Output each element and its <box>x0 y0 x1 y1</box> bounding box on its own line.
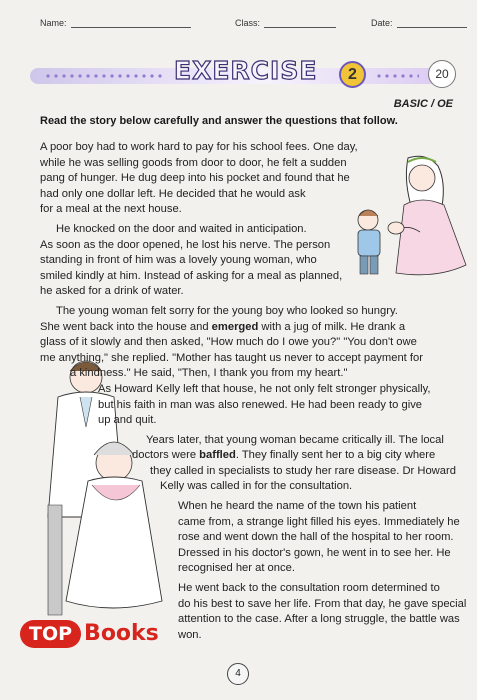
story-line: He knocked on the door and waited in anticipation. <box>56 222 307 235</box>
topbooks-logo <box>20 620 159 648</box>
story-line: but his faith in man was also renewed. He had been ready to give <box>98 398 423 411</box>
story-line: had only one dollar left. He decided that he would ask <box>40 187 306 200</box>
story-line: She went back into the house and emerged with a jug of milk. He drank a <box>40 320 406 333</box>
page-number: 4 <box>227 663 249 685</box>
date-line <box>397 18 467 28</box>
exercise-title: EXERCISE <box>174 56 318 85</box>
class-line <box>264 18 336 28</box>
story-line: me anything," she replied. "Mother has taught us never to accept payment for <box>40 351 423 364</box>
story-line: recognised her at once. <box>178 562 295 575</box>
story-line: Kelly was called in for the consultation. <box>160 480 353 493</box>
logo-books: Books <box>84 621 159 646</box>
story-line: he asked for a drink of water. <box>40 285 184 298</box>
story-line: The young woman felt sorry for the young boy who looked so hungry. <box>56 304 398 317</box>
story-line: do his best to save her life. From that day, he gave special <box>178 597 467 610</box>
difficulty-level: BASIC / OE <box>393 98 453 110</box>
exercise-number-badge: 2 <box>339 61 366 88</box>
banner-dots-right <box>375 72 419 80</box>
story-line: a kindness." He said, "Then, I thank you from my heart." <box>70 367 348 380</box>
logo-top: TOP <box>20 620 81 648</box>
story-line: standing in front of him was a lovely young woman, who <box>40 254 317 267</box>
story-line: while he was selling goods from door to door, he felt a sudden <box>40 156 347 169</box>
story-line: When he heard the name of the town his patient <box>178 500 417 513</box>
exercise-banner <box>30 52 454 96</box>
story-line: smiled kindly at him. Instead of asking for a meal as planned, <box>40 269 343 282</box>
story-line: He went back to the consultation room determined to <box>178 582 440 595</box>
class-label: Class: <box>235 18 261 28</box>
date-field <box>371 18 467 28</box>
story-passage <box>40 140 472 643</box>
name-field <box>40 18 191 28</box>
story-line: rose and went down the hall of the hospital to her room. <box>178 531 454 544</box>
question-count-circle: 20 <box>428 60 456 88</box>
name-line <box>71 18 191 28</box>
date-label: Date: <box>371 18 393 28</box>
story-line: up and quit. <box>98 414 157 427</box>
story-line: for a meal at the next house. <box>40 203 182 216</box>
story-line: As soon as the door opened, he lost his nerve. The person <box>40 238 331 251</box>
story-line: they called in specialists to study her rare disease. Dr Howard <box>150 464 456 477</box>
banner-dots-left <box>44 72 162 80</box>
story-line: As Howard Kelly left that house, he not only felt stronger physically, <box>98 382 431 395</box>
story-line: came from, a strange light filled his eyes. Immediately he <box>178 515 460 528</box>
story-line: glass of it slowly and then asked, "How much do I owe you?" "You don't owe <box>40 336 417 349</box>
story-line: won. <box>178 628 202 641</box>
name-label: Name: <box>40 18 67 28</box>
story-line: Dressed in his doctor's gown, he went in to see her. He <box>178 546 451 559</box>
story-line: attention to the case. After a long struggle, the battle was <box>178 613 460 626</box>
story-line: doctors were baffled. They finally sent her to a big city where <box>132 449 436 462</box>
class-field <box>235 18 336 28</box>
story-line: A poor boy had to work hard to pay for his school fees. One day, <box>40 141 358 153</box>
instruction-text: Read the story below carefully and answer the questions that follow. <box>40 115 398 127</box>
story-line: Years later, that young woman became critically ill. The local <box>146 433 444 446</box>
story-line: pang of hunger. He dug deep into his pocket and found that he <box>40 172 350 185</box>
